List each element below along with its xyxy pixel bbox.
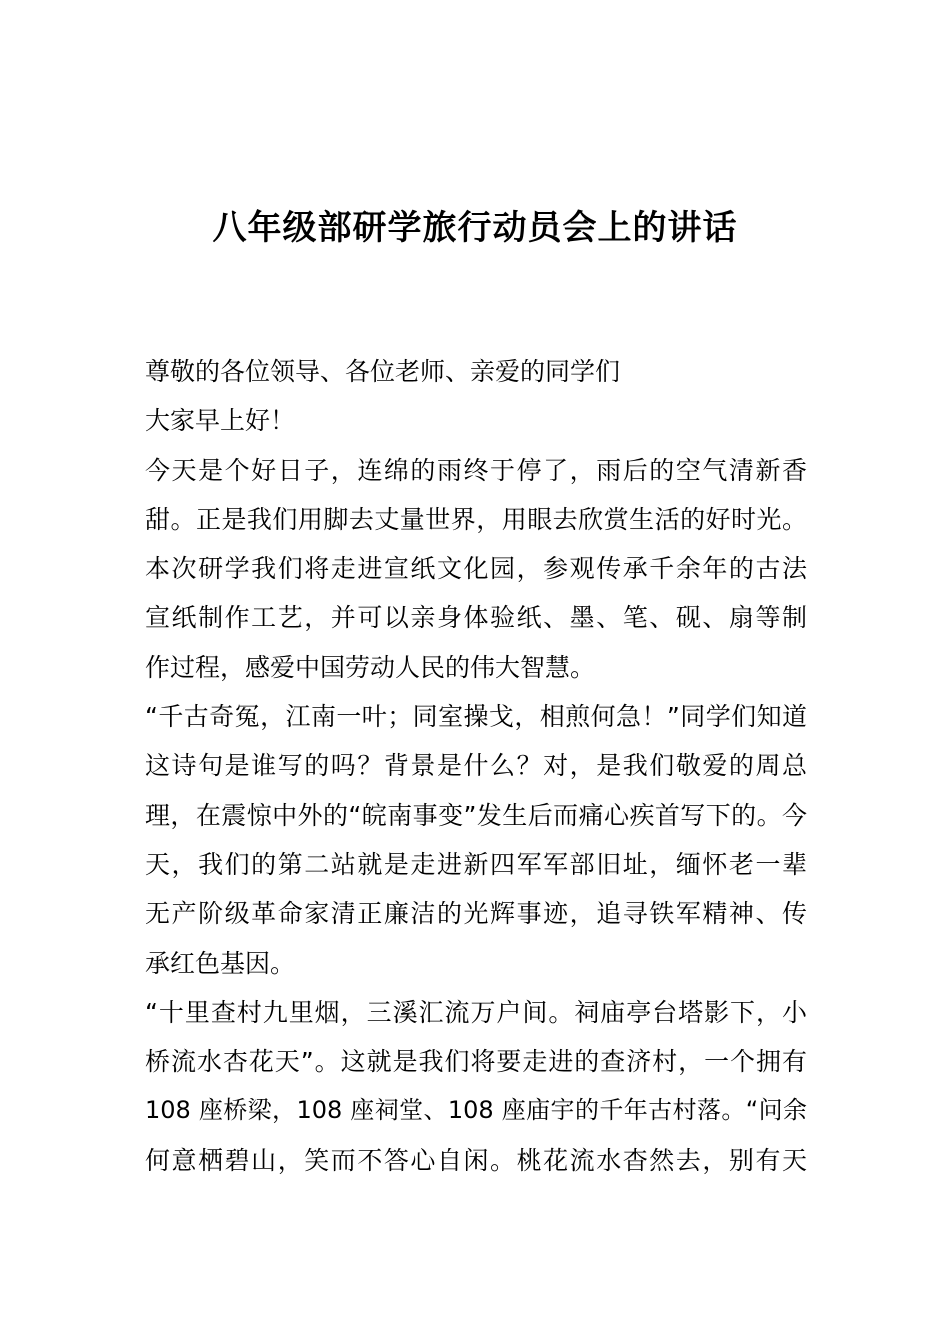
body-line: “千古奇冤，江南一叶；同室操戈，相煎何急！”同学们知道	[145, 702, 807, 732]
body-line: 承红色基因。	[145, 948, 296, 978]
body-line: 理，在震惊中外的“皖南事变”发生后而痛心疾首写下的。今	[145, 800, 807, 830]
body-line: 大家早上好！	[145, 406, 296, 436]
body-line: 108 座桥梁，108 座祠堂、108 座庙宇的千年古村落。“问余	[145, 1096, 807, 1125]
body-line: 本次研学我们将走进宣纸文化园，参观传承千余年的古法	[145, 554, 807, 584]
body-line: 甜。正是我们用脚去丈量世界，用眼去欣赏生活的好时光。	[145, 504, 807, 534]
body-line: 尊敬的各位领导、各位老师、亲爱的同学们	[145, 357, 621, 386]
body-line: 宣纸制作工艺，并可以亲身体验纸、墨、笔、砚、扇等制	[145, 603, 807, 633]
body-line: 何意栖碧山，笑而不答心自闲。桃花流水杳然去，别有天	[145, 1145, 807, 1175]
document-title: 八年级部研学旅行动员会上的讲话	[212, 208, 738, 248]
body-line: 天，我们的第二站就是走进新四军军部旧址，缅怀老一辈	[145, 849, 807, 879]
body-line: 作过程，感爱中国劳动人民的伟大智慧。	[145, 652, 596, 682]
body-line: 无产阶级革命家清正廉洁的光辉事迹，追寻铁军精神、传	[145, 899, 807, 929]
body-line: 桥流水杏花天”。这就是我们将要走进的查济村，一个拥有	[145, 1047, 807, 1077]
body-line: 今天是个好日子，连绵的雨终于停了，雨后的空气清新香	[145, 455, 807, 485]
body-line: “十里查村九里烟，三溪汇流万户间。祠庙亭台塔影下，小	[145, 997, 807, 1027]
body-line: 这诗句是谁写的吗？背景是什么？对，是我们敬爱的周总	[145, 751, 807, 781]
document-body	[145, 347, 807, 1185]
